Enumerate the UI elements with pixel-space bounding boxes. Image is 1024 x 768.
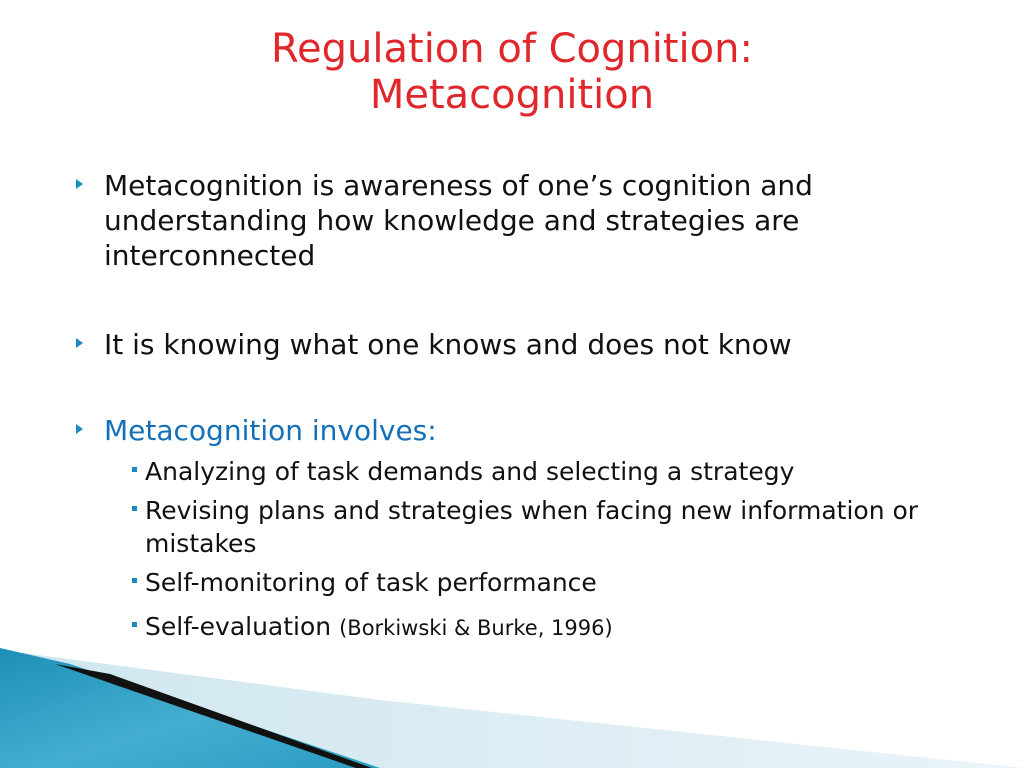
title-line-2: Metacognition <box>369 72 655 118</box>
title-line-1: Regulation of Cognition: <box>271 26 753 72</box>
citation: (Borkiwski & Burke, 1996) <box>339 616 613 640</box>
sub-bullet-main-text: Self-evaluation <box>145 612 340 641</box>
bullet-text: Metacognition involves: <box>104 414 437 447</box>
sub-bullet-text: Analyzing of task demands and selecting a strategy <box>145 457 795 486</box>
bullet-text: It is knowing what one knows and does not know <box>104 328 792 361</box>
sub-bullet-text: Self-monitoring of task performance <box>145 568 597 597</box>
bullet-text: Metacognition is awareness of one’s cognition and understanding how knowledge and strategies are interconnected <box>104 169 813 272</box>
sub-bullet-text: Revising plans and strategies when facing new information or mistakes <box>145 496 919 558</box>
